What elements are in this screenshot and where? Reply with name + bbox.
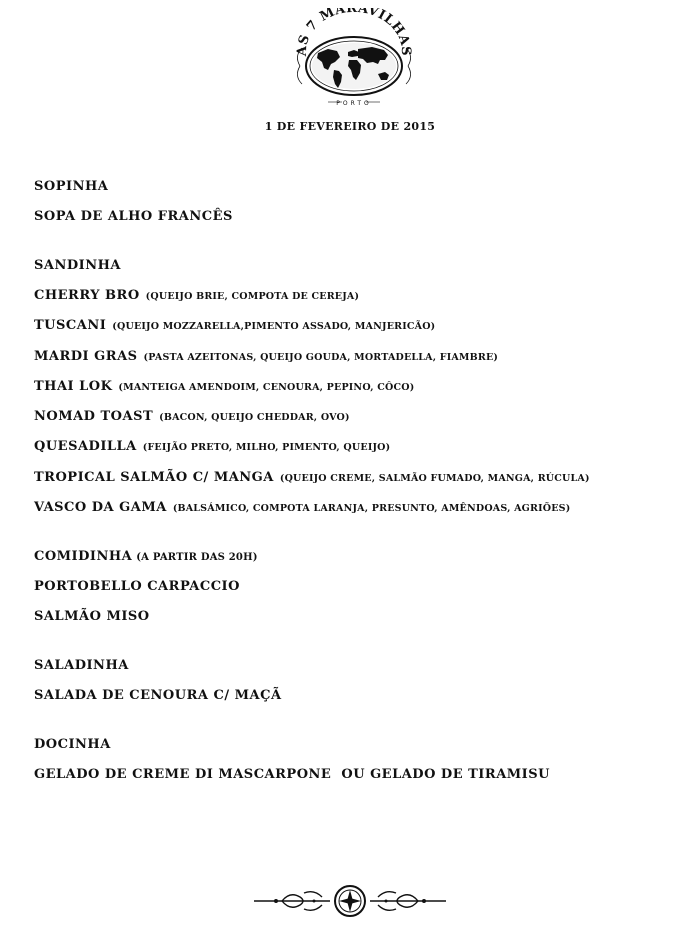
menu-item-name: CHERRY BRO [34, 288, 140, 303]
section-note: (A PARTIR DAS 20H) [136, 552, 258, 564]
menu-item-name: THAI LOK [34, 378, 113, 394]
section-title: DOCINHA [34, 737, 111, 753]
section-heading [34, 735, 674, 755]
menu-item [34, 207, 674, 227]
menu-section [34, 656, 674, 706]
menu-item-name: PORTOBELLO CARPACCIO [34, 579, 240, 595]
menu-item-description: (FEIJÃO PRETO, MILHO, PIMENTO, QUEIJO) [142, 442, 391, 454]
menu-item-name: GELADO DE CREME DI MASCARPONE OU GELADO DE TIRAMISU [34, 767, 550, 783]
logo-text: AS 7 MARAVILHAS [294, 8, 414, 57]
logo-subtitle: PORTO [336, 100, 372, 107]
menu-item [34, 686, 674, 706]
menu-section [34, 177, 674, 227]
menu-item [34, 577, 674, 597]
menu-item-description: (MANTEIGA AMENDOIM, CENOURA, PEPINO, CÔCO) [118, 381, 415, 393]
menu-item-name: SALMÃO MISO [34, 609, 150, 625]
menu-date: 1 DE FEVEREIRO DE 2015 [264, 120, 436, 133]
menu-item [34, 316, 674, 336]
menu-item [34, 407, 674, 427]
menu-list [34, 177, 674, 814]
section-heading [34, 177, 674, 197]
menu-item-name: SALADA DE CENOURA C/ MAÇÃ [34, 688, 282, 704]
menu-item-description: (QUEIJO MOZZARELLA,PIMENTO ASSADO, MANJERICÃO) [112, 321, 436, 333]
logo [292, 8, 416, 108]
menu-item [34, 468, 674, 488]
menu-item [34, 765, 674, 785]
menu-item-description: (QUEIJO BRIE, COMPOTA DE CEREJA) [145, 291, 360, 302]
menu-item-name: VASCO DA GAMA [34, 500, 167, 516]
menu-item [34, 377, 674, 397]
menu-item [34, 347, 674, 367]
ornament-divider [252, 883, 448, 919]
menu-item-description: (BACON, QUEIJO CHEDDAR, OVO) [159, 412, 350, 424]
menu-item-name: TUSCANI [34, 318, 107, 334]
menu-item [34, 437, 674, 457]
menu-item-name: MARDI GRAS [34, 348, 138, 364]
section-title: SANDINHA [34, 258, 121, 273]
menu-section [34, 735, 674, 785]
menu-item [34, 498, 674, 518]
menu-item-description: (PASTA AZEITONAS, QUEIJO GOUDA, MORTADELLA, FIAMBRE) [143, 351, 499, 363]
menu-item-name: NOMAD TOAST [34, 409, 154, 425]
section-heading [34, 256, 674, 276]
section-title: SOPINHA [34, 179, 109, 194]
section-title: COMIDINHA [34, 549, 133, 565]
section-heading [34, 656, 674, 676]
menu-item-name: SOPA DE ALHO FRANCÊS [34, 209, 233, 224]
section-title: SALADINHA [34, 658, 129, 674]
menu-item-name: TROPICAL SALMÃO C/ MANGA [34, 469, 274, 485]
menu-item [34, 607, 674, 627]
menu-item [34, 286, 674, 306]
menu-section [34, 256, 674, 518]
section-heading [34, 547, 674, 567]
menu-section [34, 547, 674, 627]
menu-item-name: QUESADILLA [34, 439, 137, 455]
menu-item-description: (QUEIJO CREME, SALMÃO FUMADO, MANGA, RÚCULA) [279, 472, 590, 484]
menu-item-description: (BALSÁMICO, COMPOTA LARANJA, PRESUNTO, AMÊNDOAS, AGRIÕES) [172, 503, 571, 515]
